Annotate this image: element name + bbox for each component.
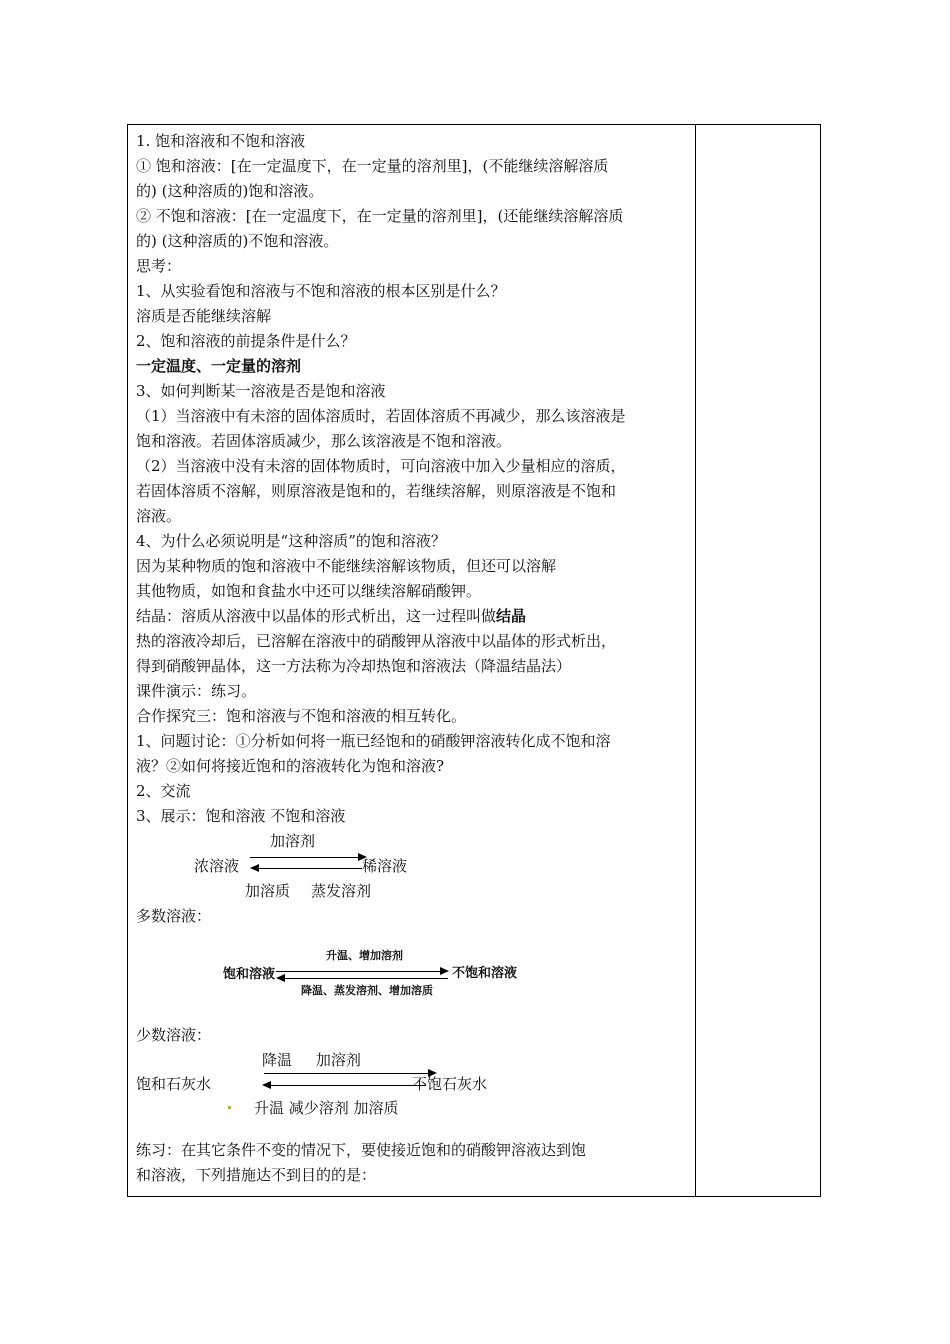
text-line: 2、交流: [136, 782, 191, 800]
text-line: ① 饱和溶液：[在一定温度下，在一定量的溶剂里]，(不能继续溶解溶质: [136, 157, 609, 175]
text-line: 若固体溶质不溶解，则原溶液是饱和的，若继续溶解，则原溶液是不饱和: [136, 482, 617, 500]
text-line: 液？②如何将接近饱和的溶液转化为饱和溶液?: [136, 757, 445, 775]
text-line: （2）当溶液中没有未溶的固体物质时，可向溶液中加入少量相应的溶质，: [136, 457, 626, 475]
diagram3-left-label: 饱和石灰水: [136, 1075, 212, 1093]
most-solutions-label: 多数溶液：: [136, 907, 212, 925]
diagram1-top-label: 加溶剂: [270, 832, 316, 850]
upper-arrow-line: [276, 971, 444, 972]
limewater-diagram: [136, 1048, 691, 1124]
crystal-term: 结晶: [496, 607, 527, 625]
right-cell-border: [695, 125, 696, 1196]
text-line: 饱和溶液。若固体溶质减少，那么该溶液是不饱和溶液。: [136, 432, 512, 450]
diagram2-left-label: 饱和溶液: [223, 967, 276, 982]
diagram3-top-label: 降温 加溶剂: [262, 1051, 361, 1069]
text-line: 3、展示：饱和溶液 不饱和溶液: [136, 807, 346, 825]
left-arrow-line: [258, 868, 362, 869]
diagram1-bottom-left-label: 加溶质: [245, 882, 291, 900]
lower-arrowhead: [262, 1081, 271, 1089]
lower-arrow-line: [284, 978, 448, 979]
text-line: 合作探究三：饱和溶液与不饱和溶液的相互转化。: [136, 707, 467, 725]
text-line: （1）当溶液中有未溶的固体溶质时，若固体溶质不再减少，那么该溶液是: [136, 407, 626, 425]
saturation-diagram: [136, 929, 691, 1023]
definitions-block: [136, 129, 691, 829]
upper-arrow-line: [264, 1073, 428, 1074]
dilution-diagram: [136, 829, 691, 904]
lower-arrow-line: [270, 1085, 426, 1086]
upper-arrowhead: [440, 967, 449, 975]
exercise-line: 练习：在其它条件不变的情况下，要使接近饱和的硝酸钾溶液达到饱: [136, 1141, 587, 1159]
text-line: 热的溶液冷却后，已溶解在溶液中的硝酸钾从溶液中以晶体的形式析出，: [136, 632, 617, 650]
diagram1-left-label: 浓溶液: [194, 857, 240, 875]
diagram3-bottom-label: 升温 减少溶剂 加溶质: [254, 1099, 399, 1117]
text-line: 1、问题讨论：①分析如何将一瓶已经饱和的硝酸钾溶液转化成不饱和溶: [136, 732, 611, 750]
text-line: 课件演示：练习。: [136, 682, 257, 700]
text-line: 思考：: [136, 257, 182, 275]
diagram2-bottom-label: 降温、蒸发溶剂、增加溶质: [301, 984, 433, 997]
text-line: 1、从实验看饱和溶液与不饱和溶液的根本区别是什么？: [136, 282, 506, 300]
text-line: 4、为什么必须说明是“这种溶质”的饱和溶液？: [136, 532, 446, 550]
text-line: ② 不饱和溶液：[在一定温度下，在一定量的溶剂里]，(还能继续溶解溶质: [136, 207, 624, 225]
diagram2-right-label: 不饱和溶液: [452, 966, 518, 981]
upper-arrowhead: [428, 1069, 437, 1077]
right-arrow-line: [250, 857, 362, 858]
bold-answer: 一定温度、一定量的溶剂: [136, 357, 302, 375]
lower-arrowhead: [276, 974, 285, 982]
main-cell: [136, 129, 691, 1188]
content-table: [127, 124, 821, 1197]
right-arrowhead: [358, 853, 367, 861]
spacer: [136, 1124, 691, 1138]
crystal-text: 结晶：溶质从溶液中以晶体的形式析出，这一过程叫做: [136, 607, 497, 625]
text-line: 3、如何判断某一溶液是否是饱和溶液: [136, 382, 386, 400]
diagram2-top-label: 升温、增加溶剂: [326, 949, 403, 962]
text-line: 的) (这种溶质的)饱和溶液。: [136, 182, 324, 200]
text-line: 2、饱和溶液的前提条件是什么？: [136, 332, 356, 350]
text-line: 得到硝酸钾晶体，这一方法称为冷却热饱和溶液法（降温结晶法）: [136, 657, 572, 675]
diagram1-right-label: 稀溶液: [362, 857, 408, 875]
text-line: 溶质是否能继续溶解: [136, 307, 272, 325]
diagram1-bottom-right-label: 蒸发溶剂: [311, 882, 372, 900]
exercise-line: 和溶液，下列措施达不到目的的是：: [136, 1166, 377, 1184]
diagram3-right-label: 不饱石灰水: [412, 1075, 488, 1093]
few-solutions-label: 少数溶液：: [136, 1026, 212, 1044]
stray-dot: [228, 1106, 231, 1109]
text-line: 其他物质，如饱和食盐水中还可以继续溶解硝酸钾。: [136, 582, 482, 600]
left-arrowhead: [250, 864, 259, 872]
text-line: 1. 饱和溶液和不饱和溶液: [136, 132, 306, 150]
crystal-line: [136, 604, 691, 629]
text-line: 的) (这种溶质的)不饱和溶液。: [136, 232, 339, 250]
text-line: 因为某种物质的饱和溶液中不能继续溶解该物质，但还可以溶解: [136, 557, 557, 575]
text-line: 溶液。: [136, 507, 182, 525]
